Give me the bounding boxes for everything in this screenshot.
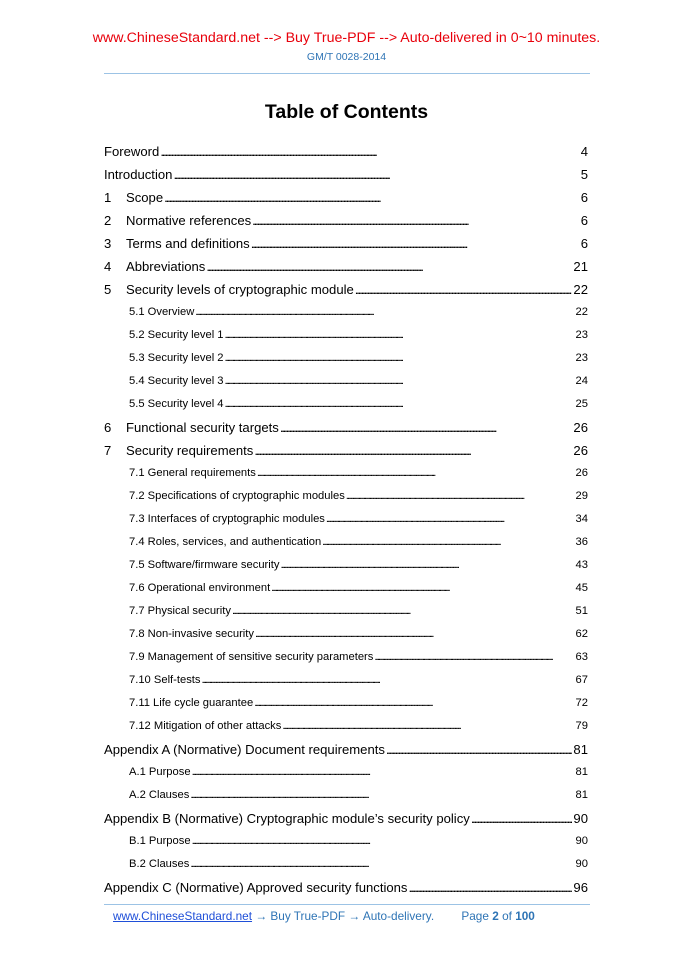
toc-dot-leader — [192, 830, 575, 853]
toc-dot-leader — [160, 140, 579, 163]
page-total: 100 — [515, 909, 535, 923]
toc-entry-label: 7.3 Interfaces of cryptographic modules — [129, 513, 325, 525]
toc-dot-leader — [173, 163, 579, 186]
toc-entry-label: 7.11 Life cycle guarantee — [129, 697, 254, 709]
toc-entry-page: 6 — [580, 190, 588, 205]
toc-dot-leader — [225, 370, 575, 393]
toc-dot-leader — [408, 876, 572, 899]
page-number: 2 — [492, 909, 499, 923]
toc-entry-number: 6 — [104, 420, 112, 435]
toc-entry[interactable] — [104, 232, 588, 255]
toc-entry-page: 36 — [575, 536, 588, 548]
footer — [113, 909, 535, 923]
toc-entry-page: 21 — [573, 259, 588, 274]
footer-delivery-text: Auto-delivery. — [362, 909, 435, 923]
toc-entry-label: 7.9 Management of sensitive security parameters — [129, 651, 374, 663]
toc-dot-leader — [192, 761, 575, 784]
toc-entry[interactable] — [104, 669, 588, 692]
toc-entry[interactable] — [104, 163, 588, 186]
toc-entry-label: 7.8 Non-invasive security — [129, 628, 254, 640]
toc-entry-number: 3 — [104, 236, 112, 251]
arrow-right-icon: → — [348, 909, 361, 923]
toc-entry[interactable] — [104, 209, 588, 232]
toc-entry-label: 5.3 Security level 2 — [129, 352, 224, 364]
toc-entry-page: 23 — [575, 352, 588, 364]
toc-dot-leader — [225, 324, 575, 347]
toc-entry[interactable] — [104, 347, 588, 370]
standard-code: GM/T 0028-2014 — [306, 51, 387, 63]
toc-entry[interactable] — [104, 485, 588, 508]
toc-entry-label: 7.5 Software/firmware security — [129, 559, 280, 571]
toc-entry-label: Security requirements — [126, 443, 254, 458]
toc-entry-label: A.2 Clauses — [129, 789, 190, 801]
toc-entry[interactable] — [104, 508, 588, 531]
toc-entry-page: 22 — [575, 306, 588, 318]
toc-dot-leader — [164, 186, 580, 209]
toc-entry-number: 4 — [104, 259, 112, 274]
toc-entry[interactable] — [104, 692, 588, 715]
toc-dot-leader — [346, 485, 575, 508]
toc-entry[interactable] — [104, 301, 588, 324]
toc-entry-page: 26 — [573, 443, 588, 458]
toc-entry-page: 34 — [575, 513, 588, 525]
toc-entry[interactable] — [104, 876, 588, 899]
toc-dot-leader — [271, 577, 574, 600]
toc-entry-label: Abbreviations — [126, 259, 206, 274]
table-of-contents — [104, 140, 588, 899]
toc-entry[interactable] — [104, 830, 588, 853]
toc-entry-label: Foreword — [104, 144, 160, 159]
toc-entry-page: 29 — [575, 490, 588, 502]
toc-entry-label: 5.4 Security level 3 — [129, 375, 224, 387]
toc-entry-label: B.2 Clauses — [129, 858, 190, 870]
toc-entry-page: 72 — [575, 697, 588, 709]
toc-dot-leader — [280, 554, 574, 577]
toc-entry-number: 5 — [104, 282, 112, 297]
toc-entry-label: 7.12 Mitigation of other attacks — [129, 720, 282, 732]
toc-entry-page: 51 — [575, 605, 588, 617]
toc-entry-label: Terms and definitions — [126, 236, 250, 251]
toc-entry-label: Appendix A (Normative) Document requirements — [104, 742, 385, 757]
toc-dot-leader — [252, 209, 580, 232]
toc-entry[interactable] — [104, 324, 588, 347]
footer-site-link[interactable]: www.ChineseStandard.net — [113, 909, 253, 923]
toc-entry-label: Functional security targets — [126, 420, 279, 435]
toc-entry-label: Normative references — [126, 213, 252, 228]
toc-dot-leader — [190, 853, 574, 876]
toc-entry[interactable] — [104, 416, 588, 439]
toc-entry[interactable] — [104, 531, 588, 554]
toc-dot-leader — [326, 508, 575, 531]
toc-dot-leader — [190, 784, 574, 807]
toc-dot-leader — [471, 807, 573, 830]
toc-entry-page: 90 — [573, 811, 588, 826]
toc-dot-leader — [195, 301, 574, 324]
toc-dot-leader — [282, 715, 574, 738]
toc-entry-number: 7 — [104, 443, 112, 458]
toc-entry[interactable] — [104, 807, 588, 830]
toc-entry[interactable] — [104, 370, 588, 393]
toc-entry-page: 26 — [575, 467, 588, 479]
toc-dot-leader — [251, 232, 580, 255]
toc-entry[interactable] — [104, 393, 588, 416]
footer-divider — [104, 904, 590, 905]
toc-entry[interactable] — [104, 577, 588, 600]
toc-entry[interactable] — [104, 715, 588, 738]
header-divider — [104, 73, 590, 74]
toc-entry-page: 62 — [575, 628, 588, 640]
toc-entry-page: 4 — [580, 144, 588, 159]
toc-dot-leader — [255, 623, 575, 646]
toc-entry[interactable] — [104, 646, 588, 669]
toc-entry-label: Introduction — [104, 167, 173, 182]
toc-entry-label: Security levels of cryptographic module — [126, 282, 354, 297]
toc-entry-number: 1 — [104, 190, 112, 205]
toc-dot-leader — [202, 669, 575, 692]
toc-entry-page: 81 — [573, 742, 588, 757]
toc-entry[interactable] — [104, 853, 588, 876]
toc-entry-number: 2 — [104, 213, 112, 228]
toc-entry[interactable] — [104, 738, 588, 761]
toc-entry[interactable] — [104, 600, 588, 623]
toc-entry[interactable] — [104, 554, 588, 577]
arrow-right-icon: → — [255, 909, 268, 923]
toc-entry-label: B.1 Purpose — [129, 835, 191, 847]
toc-entry-page: 22 — [573, 282, 588, 297]
toc-entry[interactable] — [104, 761, 588, 784]
page-label: Page — [461, 909, 489, 923]
toc-dot-leader — [254, 692, 574, 715]
toc-dot-leader — [322, 531, 574, 554]
toc-entry[interactable] — [104, 186, 588, 209]
toc-entry-page: 5 — [580, 167, 588, 182]
toc-entry-label: 7.7 Physical security — [129, 605, 231, 617]
toc-entry-page: 45 — [575, 582, 588, 594]
toc-entry-page: 25 — [575, 398, 588, 410]
toc-entry-page: 81 — [575, 766, 588, 778]
toc-entry-page: 96 — [573, 880, 588, 895]
toc-dot-leader — [225, 347, 575, 370]
toc-dot-leader — [206, 255, 572, 278]
toc-entry-page: 6 — [580, 236, 588, 251]
toc-entry-page: 63 — [575, 651, 588, 663]
toc-entry-page: 23 — [575, 329, 588, 341]
toc-entry-page: 6 — [580, 213, 588, 228]
toc-dot-leader — [257, 462, 575, 485]
page-of-label: of — [502, 909, 512, 923]
toc-entry[interactable] — [104, 255, 588, 278]
toc-entry-page: 26 — [573, 420, 588, 435]
toc-entry-label: 5.5 Security level 4 — [129, 398, 224, 410]
toc-entry-label: 7.1 General requirements — [129, 467, 256, 479]
toc-entry-label: 5.2 Security level 1 — [129, 329, 224, 341]
top-banner[interactable]: www.ChineseStandard.net --> Buy True-PDF --> Auto-delivered in 0~10 minutes. — [92, 30, 601, 46]
toc-dot-leader — [232, 600, 575, 623]
toc-entry[interactable] — [104, 278, 588, 301]
toc-entry-page: 79 — [575, 720, 588, 732]
toc-entry-label: 7.10 Self-tests — [129, 674, 201, 686]
toc-entry[interactable] — [104, 439, 588, 462]
toc-entry-label: Appendix C (Normative) Approved security functions — [104, 880, 408, 895]
toc-dot-leader — [374, 646, 574, 669]
toc-dot-leader — [225, 393, 575, 416]
toc-entry-page: 90 — [575, 835, 588, 847]
toc-entry[interactable] — [104, 462, 588, 485]
toc-entry-label: 7.2 Specifications of cryptographic modules — [129, 490, 345, 502]
toc-dot-leader — [386, 738, 573, 761]
toc-entry[interactable] — [104, 140, 588, 163]
toc-entry-label: 7.6 Operational environment — [129, 582, 271, 594]
toc-entry-page: 90 — [575, 858, 588, 870]
toc-dot-leader — [280, 416, 573, 439]
toc-entry[interactable] — [104, 784, 588, 807]
footer-buy-text: Buy True-PDF — [270, 909, 346, 923]
toc-dot-leader — [254, 439, 572, 462]
toc-entry-label: Scope — [126, 190, 164, 205]
toc-title: Table of Contents — [264, 101, 429, 123]
toc-entry-label: Appendix B (Normative) Cryptographic module’s security policy — [104, 811, 470, 826]
toc-entry-label: 7.4 Roles, services, and authentication — [129, 536, 322, 548]
toc-entry-page: 67 — [575, 674, 588, 686]
toc-entry-label: A.1 Purpose — [129, 766, 191, 778]
toc-dot-leader — [355, 278, 573, 301]
toc-entry-label: 5.1 Overview — [129, 306, 195, 318]
toc-entry-page: 43 — [575, 559, 588, 571]
toc-entry-page: 81 — [575, 789, 588, 801]
toc-entry[interactable] — [104, 623, 588, 646]
toc-entry-page: 24 — [575, 375, 588, 387]
